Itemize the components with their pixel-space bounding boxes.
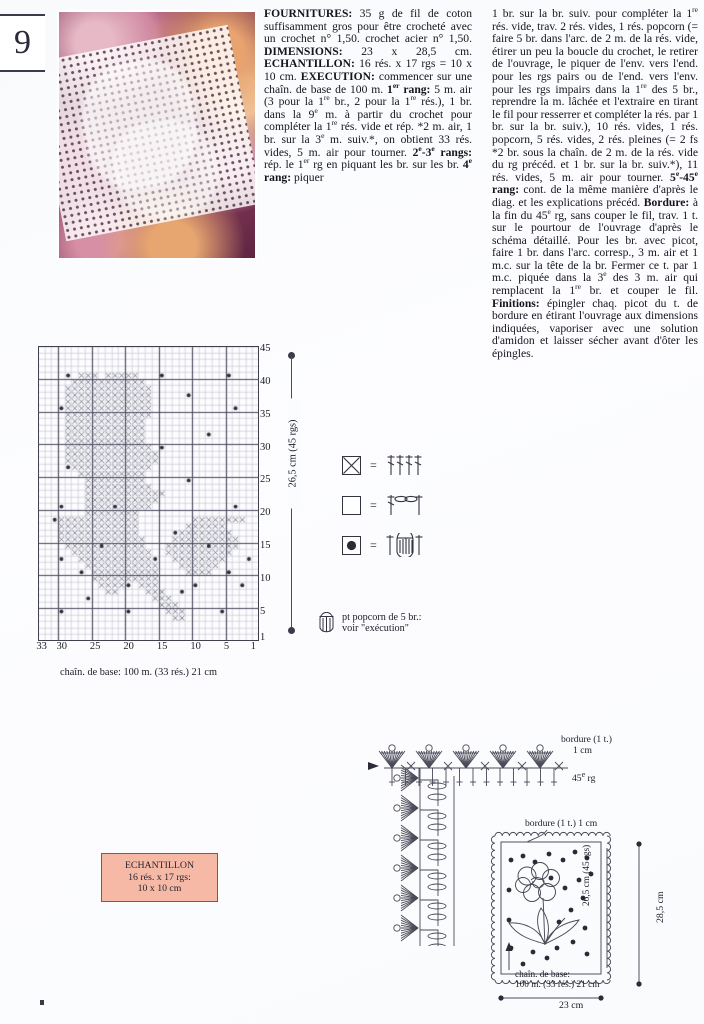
chain-stitch-icon	[428, 783, 446, 789]
legend-row-popcorn	[342, 532, 430, 558]
legend-equals-2: =	[370, 497, 377, 512]
chain-space-icon	[386, 493, 430, 517]
piece-label-width: 23 cm	[559, 1000, 584, 1011]
popcorn-note-line2: voir "exécution"	[342, 623, 409, 635]
page-number-badge	[0, 14, 45, 72]
filet-chart-canvas	[38, 346, 259, 641]
piece-label-inner-height: 26,5 cm (45 rgs)	[582, 844, 592, 906]
popcorn-dot	[545, 956, 550, 961]
picot-fan-icon	[379, 745, 405, 768]
legend-row-empty	[342, 492, 430, 518]
y-tick-label: 10	[260, 572, 271, 584]
chain-stitch-icon	[428, 914, 446, 920]
doily-photo	[57, 10, 257, 260]
y-tick-label: 5	[260, 605, 266, 617]
stray-mark	[40, 1000, 44, 1005]
legend-row-cross	[342, 452, 430, 478]
popcorn-dot	[557, 920, 562, 925]
popcorn-dot	[571, 940, 576, 945]
chain-stitch-icon	[428, 933, 446, 939]
filet-chart	[38, 346, 259, 641]
x-tick-label: 5	[223, 641, 230, 652]
picot-fan-icon	[416, 745, 442, 768]
chain-stitch-icon	[428, 794, 446, 800]
legend-equals-3: =	[370, 537, 377, 552]
popcorn-dot	[555, 946, 560, 951]
popcorn-note	[318, 612, 422, 635]
y-tick-label: 15	[260, 539, 271, 551]
y-tick-label: 20	[260, 507, 271, 519]
filet-chart-grid	[38, 346, 259, 641]
page-number: 9	[14, 24, 31, 61]
cross-join-icon	[481, 762, 489, 770]
echantillon-box	[101, 853, 218, 902]
popcorn-dot	[549, 876, 554, 881]
paragraph: 1 br. sur la br. suiv. pour compléter la 1re rés. vide, trav. 2 rés. vides, 1 rés. popcorn (= faire 5 br. dans l'arc. de 2 m. de la rés. vide, étirer un peu la boucle du crochet, le retirer de l'ouvrage, le piquer de l'env. vers l'end. pour les rgs pairs ou de l'end. vers l'env. pour les rgs impairs dans la 1re des 5 br., reprendre la m. lâchée et l'extraire en tirant le fil pour resserrer et compléter la rés. par 1 br. sur la br. suiv.), 10 rés. vides, 1 rés. popcorn, 5 rés. vides, 2 rés. pleines (= 2 fs *2 br. sous la chaîn. de 2 m. de la rés. vide du rg précéd. et 1 br. sur la br. suiv.*), 11 rés. vides, 5 m. air pour tourner. 5e-45e rang: cont. de la même manière d'après le diag. et les explications précéd.	[492, 5, 699, 209]
chart-height-dimension	[284, 352, 300, 634]
piece-label-chain	[515, 970, 599, 990]
filet-chart-x-axis	[30, 641, 265, 655]
popcorn-dot	[573, 850, 578, 855]
paragraph: FOURNITURES: 35 g de fil de coton suffisamment gros pour être crocheté avec un crochet n° 1,50. crochet acier n° 1,50.	[264, 7, 472, 46]
filet-chart-y-axis	[258, 340, 280, 645]
popcorn-dot	[507, 918, 512, 923]
legend-equals-1: =	[370, 457, 377, 472]
dimension-dot-bottom	[288, 627, 295, 634]
picot-fan-icon	[527, 745, 553, 768]
popcorn-dot	[585, 952, 590, 957]
chain-stitch-icon	[428, 944, 446, 946]
popcorn-stitch-icon	[386, 533, 430, 557]
popcorn-dot	[583, 926, 588, 931]
paragraph-lead: Finitions:	[492, 296, 540, 310]
paragraph-lead: DIMENSIONS:	[264, 44, 343, 58]
cross-join-icon	[407, 762, 415, 770]
chart-height-label: 26,5 cm (45 rgs)	[288, 399, 299, 509]
border-label-1cm: 1 cm	[573, 745, 592, 756]
cross-join-icon	[555, 762, 563, 770]
popcorn-dot	[547, 852, 552, 857]
instructions-column-2	[492, 5, 699, 361]
picot-fan-icon	[394, 795, 418, 821]
popcorn-dot	[521, 962, 526, 967]
paragraph: ECHANTILLON: 16 rés. x 17 rgs = 10 x 10 cm.	[264, 57, 472, 83]
y-tick-label: 1	[260, 631, 266, 643]
popcorn-dot	[531, 950, 536, 955]
x-tick-label: 15	[156, 641, 168, 652]
popcorn-dot	[561, 858, 566, 863]
x-tick-label: 20	[123, 641, 134, 652]
paragraph-lead: Bordure:	[643, 195, 690, 209]
popcorn-note-text	[342, 612, 422, 635]
border-label-45rg: 45e rg	[572, 770, 596, 785]
paragraph-lead: FOURNITURES:	[264, 7, 353, 20]
cross-join-icon	[518, 762, 526, 770]
y-tick-label: 45	[260, 343, 271, 355]
paragraph: Bordure: à la fin du 45e rg, sans couper le fil, trav. 1 t. sur le pourtour de l'ouvrage d'après le schéma détaillé. Pour les br. avec picot, faire 1 br. dans l'arc. corresp., 3 m. air et 1 m.c. sur la tête de la br. Fermer ce t. par 1 m.c. piquée dans la 3e des 3 m. air qui remplacent la 1re br. et couper le fil.	[492, 195, 699, 298]
popcorn-dot	[509, 858, 514, 863]
paragraph: EXECUTION: commencer sur une chaîn. de base de 100 m. 1er rang: 5 m. air (3 pour la 1re br., 2 pour la 1re rés.), 1 br. dans la 9e m. à partir du crochet pour compléter la 1re rés. vide et rép. *2 m. air, 1 br. sur la 3e m. suiv.*, on obtient 33 rés. vides, 5 m. air pour tourner. 2e-3e rangs: rép. le 1er rg en piquant les br. sur les br. 4e rang: piquer	[264, 69, 473, 184]
popcorn-dot	[533, 860, 538, 865]
picot-fan-icon	[394, 825, 418, 851]
chain-stitch-icon	[428, 873, 446, 879]
double-crochet-group-icon	[386, 453, 430, 477]
y-tick-label: 25	[260, 474, 271, 486]
y-tick-label: 35	[260, 408, 271, 420]
popcorn-square-icon	[342, 536, 361, 555]
x-tick-label: 33	[36, 641, 47, 652]
piece-label-bordure: bordure (1 t.) 1 cm	[525, 818, 598, 829]
chain-stitch-icon	[428, 854, 446, 860]
chain-stitch-icon	[428, 813, 446, 819]
x-tick-label: 30	[56, 641, 67, 652]
picot-fan-icon	[394, 855, 418, 881]
cross-join-icon	[444, 762, 452, 770]
popcorn-dot	[577, 878, 582, 883]
chart-chain-caption: chaîn. de base: 100 m. (33 rés.) 21 cm	[60, 667, 217, 678]
picot-fan-icon	[453, 745, 479, 768]
paragraph: Finitions: épingler chaq. picot du t. de bordure en étirant l'ouvrage aux dimensions indiquées, vaporiser avec une solution d'amidon et laisser sécher avant d'ôter les épingles.	[492, 296, 698, 361]
echantillon-title: ECHANTILLON	[124, 860, 195, 872]
piece-label-outer-height: 28,5 cm	[655, 891, 666, 923]
x-tick-label: 25	[89, 641, 101, 652]
popcorn-dot	[563, 886, 568, 891]
popcorn-dot	[507, 888, 512, 893]
instructions-column-1	[264, 8, 472, 184]
chain-stitch-icon	[428, 843, 446, 849]
finished-piece-diagram	[487, 818, 699, 1018]
popcorn-dot	[521, 854, 526, 859]
x-tick-label: 1	[250, 641, 256, 652]
chain-stitch-icon	[428, 824, 446, 830]
picot-fan-icon	[394, 885, 418, 911]
piece-chain-line1: chaîn. de base:	[515, 970, 570, 980]
echantillon-line3: 10 x 10 cm	[137, 883, 182, 895]
cross-symbol-icon	[342, 456, 361, 475]
chart-legend	[342, 452, 430, 572]
paragraph: DIMENSIONS: 23 x 28,5 cm.	[264, 44, 472, 58]
y-tick-label: 40	[260, 376, 271, 388]
x-tick-label: 10	[190, 641, 201, 652]
echantillon-line2: 16 rés. x 17 rgs:	[128, 871, 191, 883]
empty-square-icon	[342, 496, 361, 515]
y-tick-label: 30	[260, 441, 271, 453]
picot-fan-icon	[490, 745, 516, 768]
popcorn-note-line1: pt popcorn de 5 br.:	[342, 612, 422, 623]
paragraph-lead: EXECUTION:	[300, 69, 375, 83]
paragraph-lead: ECHANTILLON:	[264, 57, 355, 71]
chain-stitch-icon	[428, 884, 446, 890]
picot-fan-icon	[394, 915, 418, 941]
popcorn-note-icon	[318, 612, 335, 634]
chain-stitch-icon	[428, 903, 446, 909]
border-label-bordure: bordure (1 t.)	[561, 734, 612, 745]
popcorn-dot	[509, 946, 514, 951]
piece-chain-line2: 100 m. (33 rés.) 21 cm	[515, 980, 600, 990]
popcorn-dot	[569, 908, 574, 913]
